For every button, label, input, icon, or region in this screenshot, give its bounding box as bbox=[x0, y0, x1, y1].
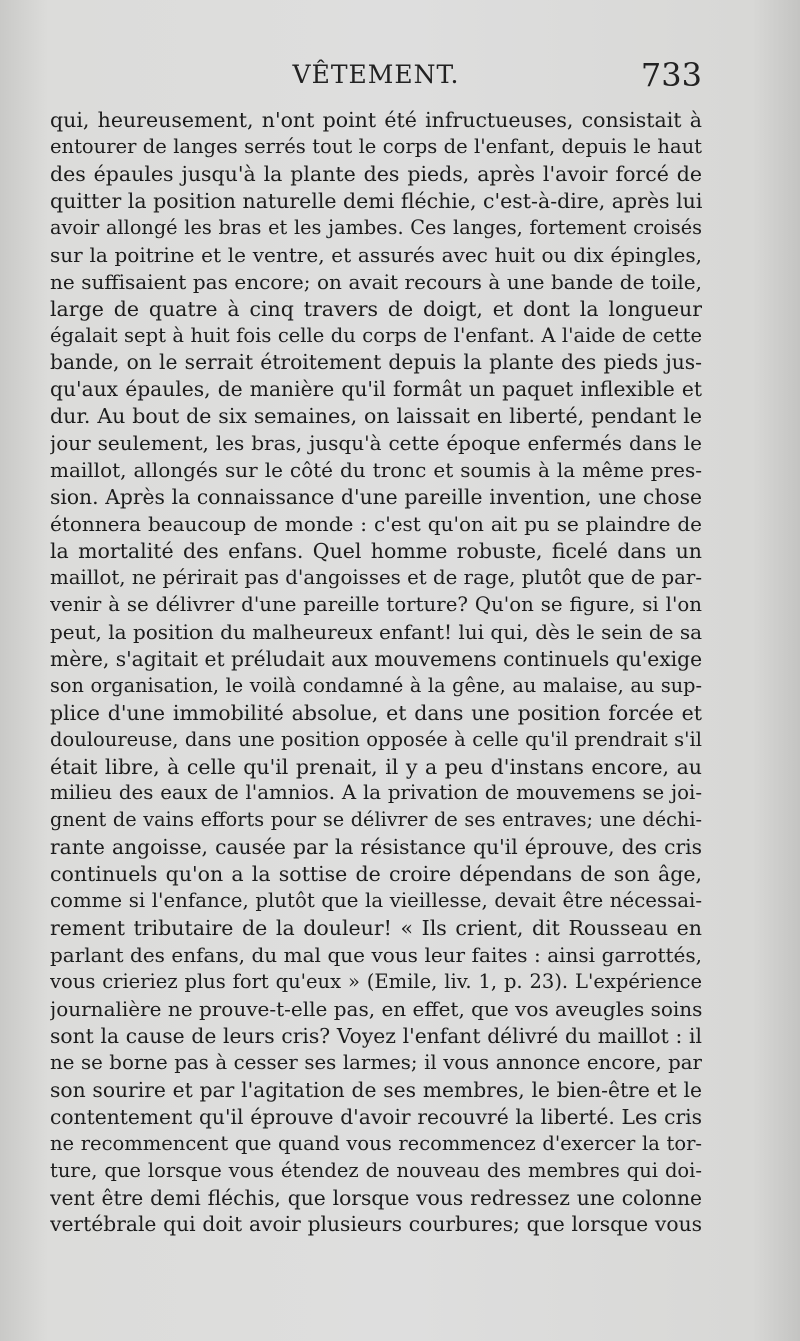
text-line: large de quatre à cinq travers de doigt, et dont la longueur bbox=[50, 296, 702, 321]
text-line: contentement qu'il éprouve d'avoir recouvré la liberté. Les cris bbox=[50, 1104, 702, 1129]
running-head bbox=[50, 56, 702, 96]
text-line: qui, heureusement, n'ont point été infructueuses, consistait à bbox=[50, 108, 702, 132]
text-line: sur la poitrine et le ventre, et assurés avec huit ou dix épingles, bbox=[50, 242, 702, 267]
text-line: étonnera beaucoup de monde : c'est qu'on ait pu se plaindre de bbox=[50, 512, 702, 537]
text-line: la mortalité des enfans. Quel homme robuste, ficelé dans un bbox=[50, 539, 702, 563]
text-line: son sourire et par l'agitation de ses membres, le bien-être et le bbox=[50, 1077, 702, 1102]
text-line: ne recommencent que quand vous recommencez d'exercer la tor- bbox=[50, 1131, 702, 1155]
text-line: comme si l'enfance, plutôt que la vieillesse, devait être nécessai- bbox=[50, 889, 702, 913]
text-line: rante angoisse, causée par la résistance qu'il éprouve, des cris bbox=[50, 835, 702, 860]
text-line: jour seulement, les bras, jusqu'à cette époque enfermés dans le bbox=[50, 431, 702, 456]
text-line: sion. Après la connaissance d'une pareille invention, une chose bbox=[50, 485, 702, 510]
text-line: douloureuse, dans une position opposée à celle qu'il prendrait s'il bbox=[50, 727, 702, 751]
text-line: sont la cause de leurs cris? Voyez l'enfant délivré du maillot : il bbox=[50, 1023, 702, 1048]
text-line: plice d'une immobilité absolue, et dans une position forcée et bbox=[50, 700, 702, 725]
text-line: bande, on le serrait étroitement depuis la plante des pieds jus- bbox=[50, 350, 702, 375]
text-line: vent être demi fléchis, que lorsque vous redressez une colonne bbox=[50, 1185, 702, 1210]
text-line: parlant des enfans, du mal que vous leur faites : ainsi garrottés, bbox=[50, 943, 702, 968]
text-line: avoir allongé les bras et les jambes. Ces langes, fortement croisés bbox=[50, 215, 702, 239]
text-line: vous crieriez plus fort qu'eux » (Emile, liv. 1, p. 23). L'expérience bbox=[50, 970, 702, 993]
text-line: égalait sept à huit fois celle du corps de l'enfant. A l'aide de cette bbox=[50, 323, 702, 347]
text-line: qu'aux épaules, de manière qu'il formât un paquet inflexible et bbox=[50, 377, 702, 402]
text-line: mère, s'agitait et préludait aux mouvemens continuels qu'exige bbox=[50, 646, 702, 671]
text-line: continuels qu'on a la sottise de croire dépendans de son âge, bbox=[50, 862, 702, 887]
text-line: des épaules jusqu'à la plante des pieds, après l'avoir forcé de bbox=[50, 161, 702, 186]
text-line: entourer de langes serrés tout le corps de l'enfant, depuis le haut bbox=[50, 134, 702, 158]
text-line: journalière ne prouve-t-elle pas, en effet, que vos aveugles soins bbox=[50, 996, 702, 1021]
text-line: gnent de vains efforts pour se délivrer de ses entraves; une déchi- bbox=[50, 808, 702, 832]
text-line: maillot, allongés sur le côté du tronc et soumis à la même pres- bbox=[50, 458, 702, 483]
text-line: vertébrale qui doit avoir plusieurs courbures; que lorsque vous bbox=[50, 1212, 702, 1237]
text-line: dur. Au bout de six semaines, on laissait en liberté, pendant le bbox=[50, 404, 702, 429]
text-line: ne se borne pas à cesser ses larmes; il vous annonce encore, par bbox=[50, 1050, 702, 1074]
text-line: peut, la position du malheureux enfant! lui qui, dès le sein de sa bbox=[50, 619, 702, 644]
text-line: son organisation, le voilà condamné à la gêne, au malaise, au sup- bbox=[50, 673, 702, 697]
text-line: maillot, ne périrait pas d'angoisses et de rage, plutôt que de par- bbox=[50, 565, 702, 589]
text-line: venir à se délivrer d'une pareille torture? Qu'on se figure, si l'on bbox=[50, 592, 702, 616]
text-line: ne suffisaient pas encore; on avait recours à une bande de toile, bbox=[50, 269, 702, 294]
body-text bbox=[50, 107, 702, 1238]
text-line: ture, que lorsque vous étendez de nouveau des membres qui doi- bbox=[50, 1158, 702, 1182]
running-title: VÊTEMENT. bbox=[292, 60, 460, 89]
text-line: quitter la position naturelle demi fléchie, c'est-à-dire, après lui bbox=[50, 188, 702, 213]
text-line: rement tributaire de la douleur! « Ils crient, dit Rousseau en bbox=[50, 916, 702, 941]
text-line: était libre, à celle qu'il prenait, il y a peu d'instans encore, au bbox=[50, 754, 702, 779]
page-number: 733 bbox=[640, 56, 702, 94]
text-line: milieu des eaux de l'amnios. A la privation de mouvemens se joi- bbox=[50, 781, 702, 805]
